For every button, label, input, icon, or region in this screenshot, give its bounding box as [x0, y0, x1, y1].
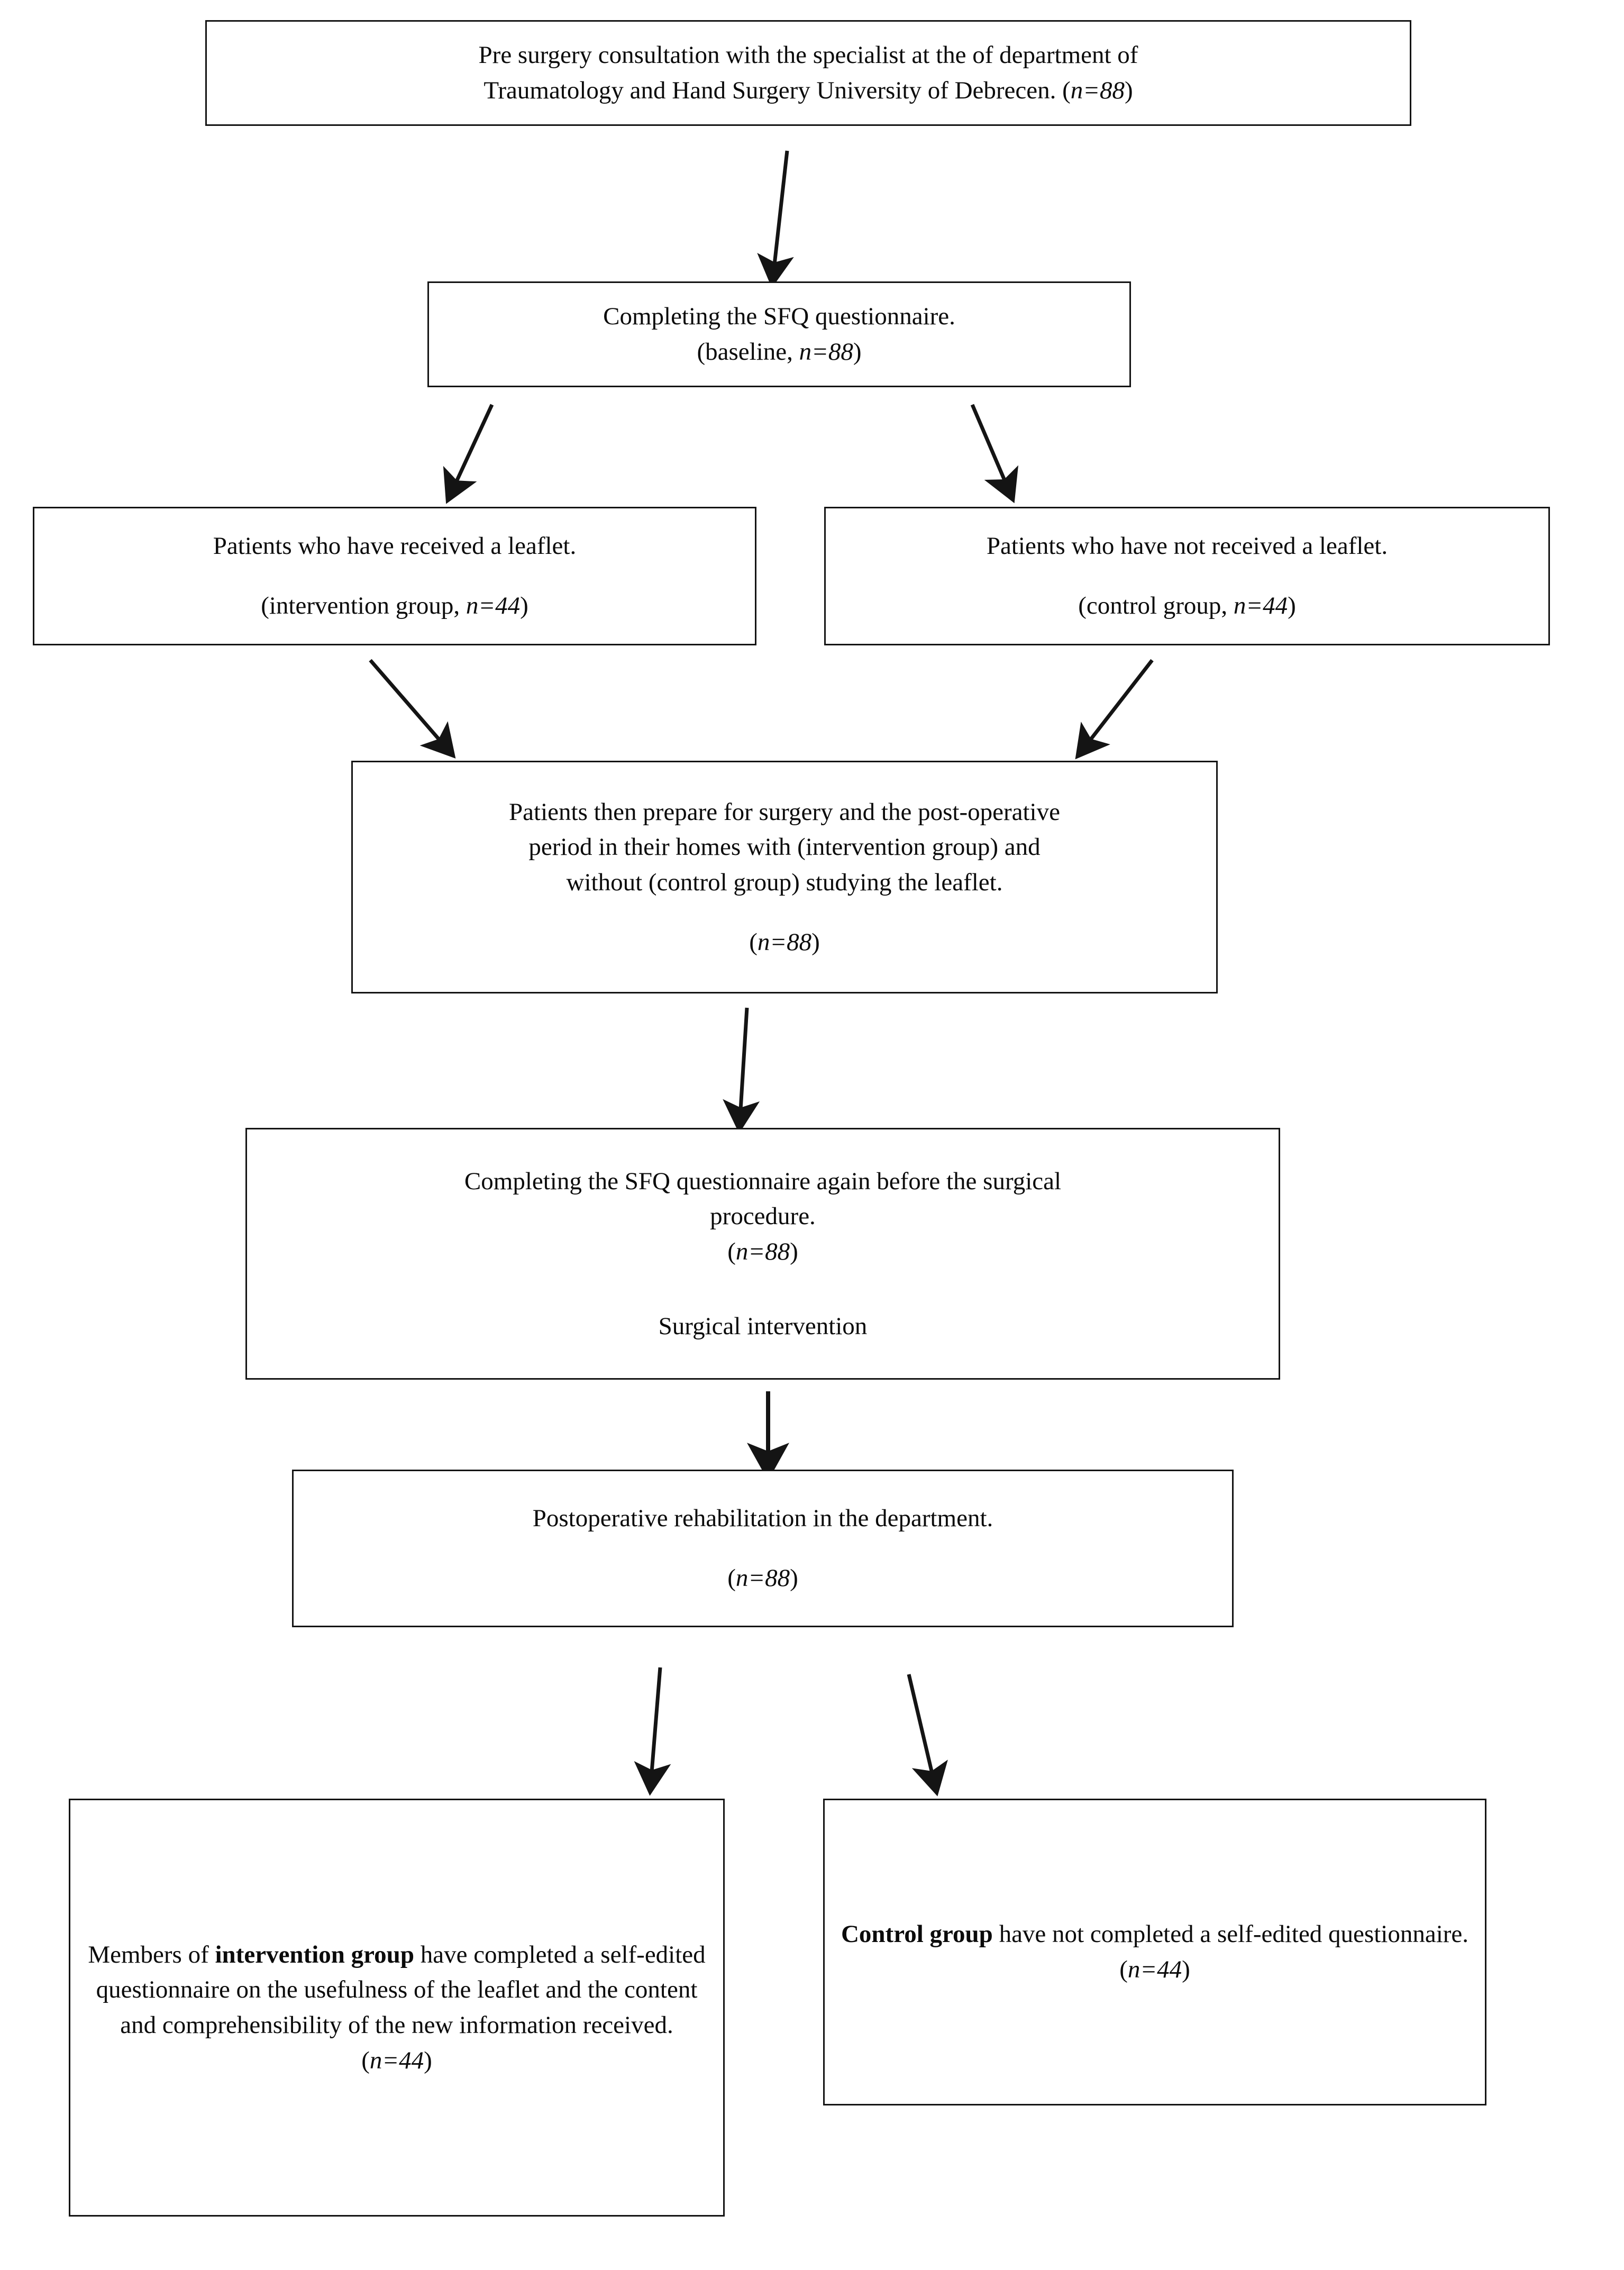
- baseline-sfq-line-2: [697, 334, 861, 370]
- postop-rehab-tail: ): [790, 1564, 798, 1592]
- intervention-q-sample-size: n=44: [369, 2046, 424, 2074]
- arrow-postop-to-intervention-q: [652, 1667, 660, 1772]
- leaflet-yes-line-2: [261, 588, 528, 624]
- consultation-line-2: [483, 73, 1133, 108]
- arrow-baseline-to-leaflet-yes: [456, 405, 492, 482]
- node-leaflet-not-received: [824, 507, 1550, 645]
- node-intervention-questionnaire: [69, 1799, 725, 2217]
- node-home-preparation: [351, 761, 1218, 993]
- consultation-line-2-tail: ): [1125, 77, 1133, 104]
- postop-rehab-line-1: Postoperative rehabilitation in the department.: [532, 1505, 993, 1533]
- home-prep-head: (: [749, 928, 758, 956]
- home-prep-line-3: without (control group) studying the leaflet.: [566, 869, 1003, 896]
- leaflet-no-line-2: [1078, 588, 1296, 624]
- node-leaflet-received: [33, 507, 756, 645]
- arrow-postop-to-control-q: [909, 1674, 932, 1773]
- leaflet-no-head: (control group,: [1078, 592, 1234, 619]
- control-q-head: (: [1119, 1956, 1128, 1983]
- control-q-tail: ): [1182, 1956, 1190, 1983]
- node-postoperative-rehabilitation: [292, 1470, 1234, 1627]
- intervention-q-seg3: have completed a self-edited questionnaire on the usefulness of the leaflet and the content and comprehensibility of the new information received. (: [96, 1940, 706, 2074]
- home-prep-line-2: period in their homes with (intervention group) and: [528, 833, 1041, 861]
- home-prep-line-1: Patients then prepare for surgery and the post-operative: [509, 798, 1060, 826]
- arrow-baseline-to-leaflet-no: [972, 405, 1005, 481]
- presurgery-sfq-tail: ): [790, 1238, 798, 1265]
- postop-rehab-sample-size: n=88: [735, 1564, 790, 1592]
- leaflet-no-tail: ): [1288, 592, 1296, 619]
- node-presurgery-sfq: [245, 1128, 1280, 1380]
- presurgery-sfq-head: (: [727, 1238, 736, 1265]
- leaflet-yes-sample-size: n=44: [466, 592, 521, 619]
- arrow-leaflet-yes-to-home-prep: [370, 660, 440, 741]
- consultation-line-1: Pre surgery consultation with the specialist at the of department of: [478, 41, 1138, 69]
- home-prep-line-4: [749, 925, 820, 960]
- control-q-text: [841, 1917, 1468, 1952]
- presurgery-sfq-line-4: Surgical intervention: [658, 1312, 868, 1340]
- presurgery-sfq-line-2: procedure.: [710, 1202, 816, 1230]
- intervention-q-text: [84, 1937, 709, 2078]
- baseline-sfq-tail: ): [853, 338, 862, 366]
- control-q-group-label: Control group: [841, 1920, 993, 1948]
- arrow-home-prep-to-presurgery-sfq: [741, 1008, 747, 1110]
- node-consultation: [205, 20, 1411, 126]
- arrow-consultation-to-baseline: [774, 151, 787, 265]
- control-q-sample-size: n=44: [1127, 1956, 1182, 1983]
- leaflet-yes-head: (intervention group,: [261, 592, 466, 619]
- node-control-questionnaire: [823, 1799, 1486, 2105]
- leaflet-yes-tail: ): [520, 592, 528, 619]
- intervention-q-seg5: ): [424, 2046, 432, 2074]
- consultation-sample-size: n=88: [1070, 77, 1125, 104]
- intervention-q-group-label: intervention group: [215, 1940, 414, 1968]
- postop-rehab-head: (: [727, 1564, 736, 1592]
- postop-rehab-line-2: [727, 1561, 798, 1596]
- presurgery-sfq-line-3: [727, 1234, 798, 1270]
- baseline-sfq-head: (baseline,: [697, 338, 799, 366]
- leaflet-no-sample-size: n=44: [1233, 592, 1288, 619]
- home-prep-sample-size: n=88: [757, 928, 812, 956]
- baseline-sfq-line-1: Completing the SFQ questionnaire.: [603, 303, 955, 331]
- leaflet-yes-line-1: Patients who have received a leaflet.: [213, 532, 577, 560]
- presurgery-sfq-sample-size: n=88: [735, 1238, 790, 1265]
- consultation-line-2-text: Traumatology and Hand Surgery University of Debrecen. (: [483, 77, 1071, 104]
- arrow-leaflet-no-to-home-prep: [1090, 660, 1152, 741]
- leaflet-no-line-1: Patients who have not received a leaflet.: [986, 532, 1388, 560]
- presurgery-sfq-line-1: Completing the SFQ questionnaire again before the surgical: [464, 1167, 1062, 1195]
- home-prep-tail: ): [811, 928, 820, 956]
- node-baseline-sfq: [427, 281, 1131, 387]
- baseline-sfq-sample-size: n=88: [799, 338, 853, 366]
- intervention-q-seg1: Members of: [88, 1940, 215, 1968]
- control-q-seg2: have not completed a self-edited questionnaire.: [992, 1920, 1469, 1948]
- control-q-sample-line: [1119, 1952, 1190, 1988]
